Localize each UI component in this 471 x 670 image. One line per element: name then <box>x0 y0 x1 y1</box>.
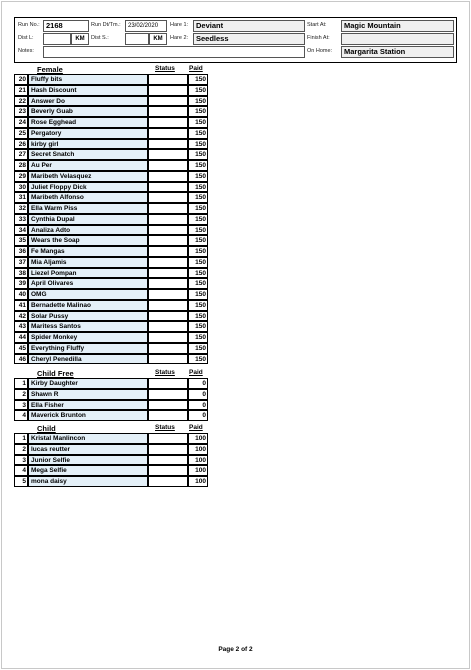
status-cell[interactable] <box>148 160 188 171</box>
page-number: Page 2 of 2 <box>218 646 253 653</box>
finish-field[interactable] <box>341 33 454 45</box>
dist-s-unit: KM <box>149 33 167 45</box>
hare2-field[interactable]: Seedless <box>193 33 305 45</box>
on-home-field[interactable]: Margarita Station <box>341 46 454 58</box>
member-name[interactable]: Answer Do <box>28 96 148 107</box>
member-name[interactable]: Maribeth Velasquez <box>28 171 148 182</box>
status-cell[interactable] <box>148 400 188 411</box>
paid-amount[interactable]: 150 <box>188 257 208 268</box>
table-row <box>14 128 208 139</box>
row-number: 22 <box>14 96 28 107</box>
row-number: 2 <box>14 444 28 455</box>
hare1-label: Hare 1: <box>170 22 189 28</box>
member-name[interactable]: Liezel Pompan <box>28 268 148 279</box>
status-cell[interactable] <box>148 149 188 160</box>
run-header <box>14 17 457 63</box>
status-cell[interactable] <box>148 268 188 279</box>
row-number: 37 <box>14 257 28 268</box>
member-name[interactable]: Bernadette Malinao <box>28 300 148 311</box>
paid-amount[interactable]: 150 <box>188 160 208 171</box>
member-name[interactable]: Shawn R <box>28 389 148 400</box>
status-column-header: Status <box>155 369 175 376</box>
child-section-header <box>14 424 208 433</box>
female-section <box>14 65 208 364</box>
member-name[interactable]: OMG <box>28 289 148 300</box>
run-dt-label: Run Dt/Tm.: <box>91 22 121 28</box>
table-row <box>14 343 208 354</box>
table-row <box>14 400 208 411</box>
paid-amount[interactable]: 150 <box>188 268 208 279</box>
status-cell[interactable] <box>148 311 188 322</box>
child-free-section <box>14 369 208 421</box>
run-no-field[interactable]: 2168 <box>43 20 89 32</box>
member-name[interactable]: Maverick Brunton <box>28 410 148 421</box>
table-row <box>14 85 208 96</box>
paid-amount[interactable]: 150 <box>188 139 208 150</box>
row-number: 43 <box>14 321 28 332</box>
paid-column-header: Paid <box>189 424 203 431</box>
status-cell[interactable] <box>148 203 188 214</box>
status-cell[interactable] <box>148 354 188 365</box>
on-home-label: On Home: <box>307 48 333 54</box>
member-name[interactable]: Ella Fisher <box>28 400 148 411</box>
status-cell[interactable] <box>148 257 188 268</box>
paid-amount[interactable]: 0 <box>188 400 208 411</box>
row-number: 36 <box>14 246 28 257</box>
row-number: 26 <box>14 139 28 150</box>
paid-amount[interactable]: 150 <box>188 300 208 311</box>
status-cell[interactable] <box>148 278 188 289</box>
status-cell[interactable] <box>148 192 188 203</box>
row-number: 28 <box>14 160 28 171</box>
table-row <box>14 444 208 455</box>
member-name[interactable]: Maribeth Alfonso <box>28 192 148 203</box>
paid-amount[interactable]: 100 <box>188 444 208 455</box>
table-row <box>14 182 208 193</box>
row-number: 29 <box>14 171 28 182</box>
table-row <box>14 257 208 268</box>
table-row <box>14 410 208 421</box>
row-number: 5 <box>14 476 28 487</box>
row-number: 40 <box>14 289 28 300</box>
table-row <box>14 117 208 128</box>
run-no-label: Run No.: <box>18 22 40 28</box>
status-cell[interactable] <box>148 182 188 193</box>
table-row <box>14 235 208 246</box>
row-number: 41 <box>14 300 28 311</box>
row-number: 32 <box>14 203 28 214</box>
paid-amount[interactable]: 150 <box>188 128 208 139</box>
row-number: 35 <box>14 235 28 246</box>
table-row <box>14 311 208 322</box>
paid-amount[interactable]: 0 <box>188 410 208 421</box>
member-name[interactable]: Spider Monkey <box>28 332 148 343</box>
member-name[interactable]: Hash Discount <box>28 85 148 96</box>
status-cell[interactable] <box>148 85 188 96</box>
hare2-label: Hare 2: <box>170 35 189 41</box>
status-cell[interactable] <box>148 410 188 421</box>
child-free-title: Child Free <box>37 369 74 378</box>
status-cell[interactable] <box>148 246 188 257</box>
member-name[interactable]: Mega Selfie <box>28 465 148 476</box>
paid-amount[interactable]: 150 <box>188 85 208 96</box>
table-row <box>14 96 208 107</box>
status-cell[interactable] <box>148 214 188 225</box>
status-cell[interactable] <box>148 389 188 400</box>
child-section <box>14 424 208 487</box>
child-free-section-header <box>14 369 208 378</box>
table-row <box>14 106 208 117</box>
table-row <box>14 160 208 171</box>
paid-amount[interactable]: 150 <box>188 117 208 128</box>
paid-amount[interactable]: 150 <box>188 289 208 300</box>
member-name[interactable]: April Olivares <box>28 278 148 289</box>
member-name[interactable]: Secret Snatch <box>28 149 148 160</box>
row-number: 30 <box>14 182 28 193</box>
member-name[interactable]: Kristal Manlincon <box>28 433 148 444</box>
table-row <box>14 214 208 225</box>
paid-amount[interactable]: 100 <box>188 455 208 466</box>
row-number: 21 <box>14 85 28 96</box>
paid-amount[interactable]: 100 <box>188 476 208 487</box>
status-cell[interactable] <box>148 74 188 85</box>
status-cell[interactable] <box>148 343 188 354</box>
member-name[interactable]: Juliet Floppy Dick <box>28 182 148 193</box>
table-row <box>14 332 208 343</box>
paid-amount[interactable]: 100 <box>188 433 208 444</box>
row-number: 42 <box>14 311 28 322</box>
start-field[interactable]: Magic Mountain <box>341 20 454 32</box>
notes-label: Notes: <box>18 48 34 54</box>
table-row <box>14 455 208 466</box>
status-cell[interactable] <box>148 433 188 444</box>
paid-amount[interactable]: 150 <box>188 246 208 257</box>
row-number: 4 <box>14 465 28 476</box>
member-name[interactable]: Ella Warm Piss <box>28 203 148 214</box>
member-name[interactable]: Maritess Santos <box>28 321 148 332</box>
paid-amount[interactable]: 150 <box>188 321 208 332</box>
table-row <box>14 465 208 476</box>
child-title: Child <box>37 424 56 433</box>
status-cell[interactable] <box>148 300 188 311</box>
paid-amount[interactable]: 150 <box>188 203 208 214</box>
row-number: 1 <box>14 378 28 389</box>
hare1-field[interactable]: Deviant <box>193 20 305 32</box>
table-row <box>14 192 208 203</box>
status-cell[interactable] <box>148 106 188 117</box>
paid-amount[interactable]: 150 <box>188 311 208 322</box>
status-cell[interactable] <box>148 128 188 139</box>
dist-s-field[interactable] <box>125 33 149 45</box>
status-column-header: Status <box>155 424 175 431</box>
member-name[interactable]: Rose Egghead <box>28 117 148 128</box>
paid-amount[interactable]: 150 <box>188 106 208 117</box>
paid-amount[interactable]: 150 <box>188 214 208 225</box>
member-name[interactable]: Analiza Adto <box>28 225 148 236</box>
status-cell[interactable] <box>148 96 188 107</box>
row-number: 31 <box>14 192 28 203</box>
member-name[interactable]: Junior Selfie <box>28 455 148 466</box>
table-row <box>14 354 208 365</box>
paid-column-header: Paid <box>189 65 203 72</box>
paid-amount[interactable]: 150 <box>188 332 208 343</box>
table-row <box>14 225 208 236</box>
paid-amount[interactable]: 150 <box>188 74 208 85</box>
paid-amount[interactable]: 100 <box>188 465 208 476</box>
paid-amount[interactable]: 150 <box>188 171 208 182</box>
status-cell[interactable] <box>148 465 188 476</box>
status-cell[interactable] <box>148 117 188 128</box>
table-row <box>14 300 208 311</box>
status-cell[interactable] <box>148 444 188 455</box>
status-cell[interactable] <box>148 476 188 487</box>
run-dt-field[interactable]: 23/02/2020 <box>125 20 167 32</box>
paid-amount[interactable]: 150 <box>188 149 208 160</box>
status-cell[interactable] <box>148 289 188 300</box>
status-cell[interactable] <box>148 455 188 466</box>
paid-amount[interactable]: 0 <box>188 378 208 389</box>
table-row <box>14 246 208 257</box>
row-number: 20 <box>14 74 28 85</box>
row-number: 4 <box>14 410 28 421</box>
member-name[interactable]: Fluffy bits <box>28 74 148 85</box>
member-name[interactable]: Fe Mangas <box>28 246 148 257</box>
row-number: 25 <box>14 128 28 139</box>
status-cell[interactable] <box>148 321 188 332</box>
member-name[interactable]: Cheryl Penedilla <box>28 354 148 365</box>
status-cell[interactable] <box>148 225 188 236</box>
status-column-header: Status <box>155 65 175 72</box>
paid-amount[interactable]: 150 <box>188 278 208 289</box>
member-name[interactable]: Solar Pussy <box>28 311 148 322</box>
row-number: 24 <box>14 117 28 128</box>
row-number: 46 <box>14 354 28 365</box>
paid-amount[interactable]: 150 <box>188 235 208 246</box>
table-row <box>14 278 208 289</box>
start-label: Start At: <box>307 22 327 28</box>
table-row <box>14 203 208 214</box>
status-cell[interactable] <box>148 139 188 150</box>
dist-s-label: Dist S.: <box>91 35 109 41</box>
row-number: 45 <box>14 343 28 354</box>
member-name[interactable]: Pergatory <box>28 128 148 139</box>
row-number: 23 <box>14 106 28 117</box>
member-name[interactable]: mona daisy <box>28 476 148 487</box>
table-row <box>14 139 208 150</box>
member-name[interactable]: Wears the Soap <box>28 235 148 246</box>
row-number: 27 <box>14 149 28 160</box>
paid-amount[interactable]: 150 <box>188 343 208 354</box>
member-name[interactable]: Cynthia Dupal <box>28 214 148 225</box>
status-cell[interactable] <box>148 171 188 182</box>
paid-amount[interactable]: 0 <box>188 389 208 400</box>
table-row <box>14 378 208 389</box>
member-name[interactable]: Kirby Daughter <box>28 378 148 389</box>
paid-amount[interactable]: 150 <box>188 354 208 365</box>
finish-label: Finish At: <box>307 35 330 41</box>
table-row <box>14 268 208 279</box>
notes-field[interactable] <box>43 46 305 58</box>
status-cell[interactable] <box>148 332 188 343</box>
table-row <box>14 289 208 300</box>
table-row <box>14 476 208 487</box>
row-number: 1 <box>14 433 28 444</box>
table-row <box>14 171 208 182</box>
table-row <box>14 149 208 160</box>
paid-amount[interactable]: 150 <box>188 225 208 236</box>
table-row <box>14 321 208 332</box>
row-number: 2 <box>14 389 28 400</box>
row-number: 3 <box>14 400 28 411</box>
status-cell[interactable] <box>148 235 188 246</box>
paid-amount[interactable]: 150 <box>188 96 208 107</box>
row-number: 33 <box>14 214 28 225</box>
member-name[interactable]: Everything Fluffy <box>28 343 148 354</box>
row-number: 34 <box>14 225 28 236</box>
paid-column-header: Paid <box>189 369 203 376</box>
female-title: Female <box>37 65 63 74</box>
member-name[interactable]: kirby girl <box>28 139 148 150</box>
dist-l-field[interactable] <box>43 33 71 45</box>
row-number: 3 <box>14 455 28 466</box>
female-section-header <box>14 65 208 74</box>
dist-l-label: Dist L: <box>18 35 34 41</box>
table-row <box>14 74 208 85</box>
row-number: 44 <box>14 332 28 343</box>
dist-l-unit: KM <box>71 33 89 45</box>
table-row <box>14 433 208 444</box>
row-number: 39 <box>14 278 28 289</box>
paid-amount[interactable]: 150 <box>188 192 208 203</box>
table-row <box>14 389 208 400</box>
paid-amount[interactable]: 150 <box>188 182 208 193</box>
member-name[interactable]: lucas reutter <box>28 444 148 455</box>
row-number: 38 <box>14 268 28 279</box>
member-name[interactable]: Mia Aljamis <box>28 257 148 268</box>
status-cell[interactable] <box>148 378 188 389</box>
member-name[interactable]: Beverly Guab <box>28 106 148 117</box>
member-name[interactable]: Au Per <box>28 160 148 171</box>
